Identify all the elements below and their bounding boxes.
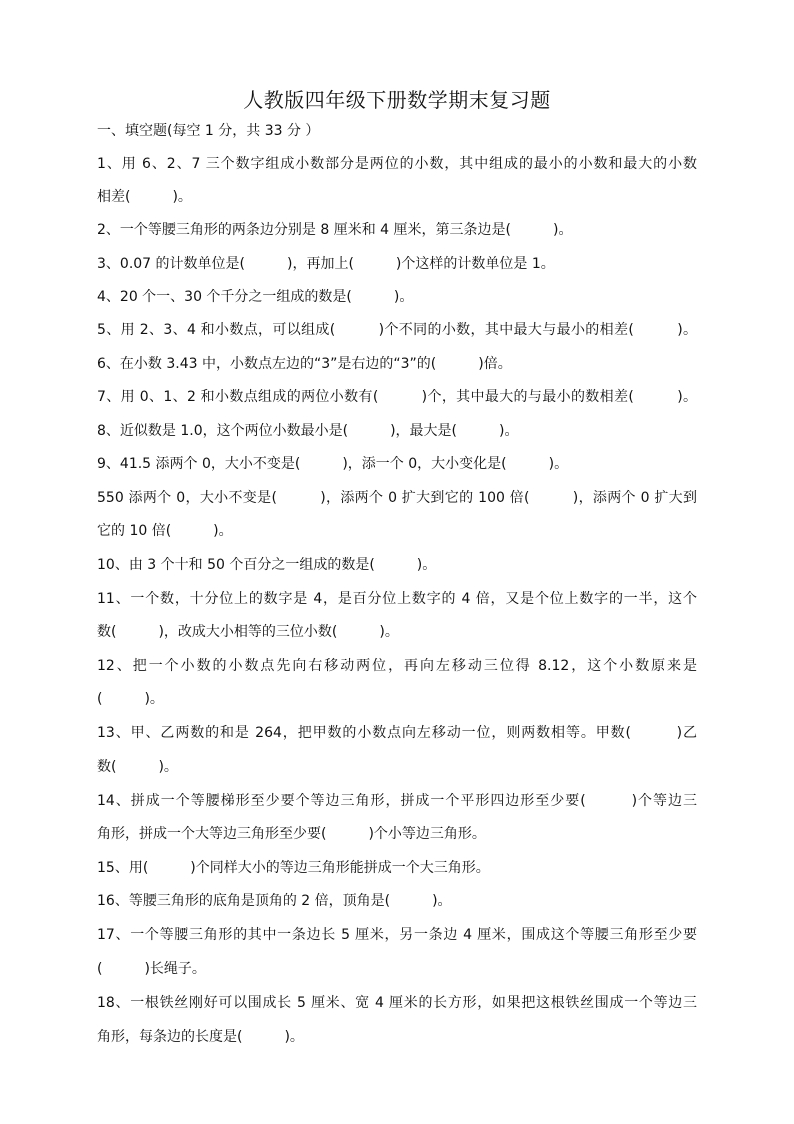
question-16-line-1: 16、等腰三角形的底角是顶角的 2 倍，顶角是( )。 (97, 893, 452, 909)
question-10-line-1: 10、由 3 个十和 50 个百分之一组成的数是( )。 (97, 557, 437, 573)
question-15-line-1: 15、用( )个同样大小的等边三角形能拼成一个大三角形。 (97, 860, 490, 876)
question-13-line-2: 数( )。 (97, 759, 178, 775)
question-6-line-1: 6、在小数 3.43 中，小数点左边的“3”是右边的“3”的( )倍。 (97, 356, 512, 372)
question-12-line-2: ( )。 (97, 691, 164, 707)
question-1-line-2: 相差( )。 (97, 189, 192, 205)
question-9-line-3: 它的 10 倍( )。 (97, 523, 233, 539)
question-1-line-1: 1、用 6、2、7 三个数字组成小数部分是两位的小数，其中组成的最小的小数和最大的小数 (97, 156, 697, 172)
question-3-line-1: 3、0.07 的计数单位是( )，再加上( )个这样的计数单位是 1。 (97, 256, 555, 272)
question-8-line-1: 8、近似数是 1.0，这个两位小数最小是( )，最大是( )。 (97, 423, 519, 439)
page-title: 人教版四年级下册数学期末复习题 (243, 88, 551, 112)
question-11-line-2: 数( )，改成大小相等的三位小数( )。 (97, 624, 399, 640)
question-2-line-1: 2、一个等腰三角形的两条边分别是 8 厘米和 4 厘米，第三条边是( )。 (97, 222, 573, 238)
section-heading: 一、填空题(每空 1 分，共 33 分 ） (97, 123, 320, 139)
question-11-line-1: 11、一个数，十分位上的数字是 4，是百分位上数字的 4 倍，又是个位上数字的一半，这个 (97, 591, 697, 607)
question-12-line-1: 12、把一个小数的小数点先向右移动两位，再向左移动三位得 8.12，这个小数原来是 (97, 658, 697, 674)
question-18-line-1: 18、一根铁丝刚好可以围成长 5 厘米、宽 4 厘米的长方形，如果把这根铁丝围成一个等边三 (97, 995, 697, 1011)
question-17-line-2: ( )长绳子。 (97, 961, 206, 977)
question-18-line-2: 角形，每条边的长度是( )。 (97, 1029, 304, 1045)
question-9-line-2: 550 添两个 0，大小不变是( )，添两个 0 扩大到它的 100 倍( )，添两个 0 扩大到 (97, 490, 697, 506)
question-5-line-1: 5、用 2、3、4 和小数点，可以组成( )个不同的小数，其中最大与最小的相差( )。 (97, 322, 697, 338)
question-13-line-1: 13、甲、乙两数的和是 264，把甲数的小数点向左移动一位，则两数相等。甲数( )乙 (97, 725, 697, 741)
question-9-line-1: 9、41.5 添两个 0，大小不变是( )，添一个 0，大小变化是( )。 (97, 456, 569, 472)
question-4-line-1: 4、20 个一、30 个千分之一组成的数是( )。 (97, 289, 414, 305)
question-17-line-1: 17、一个等腰三角形的其中一条边长 5 厘米，另一条边 4 厘米，围成这个等腰三角形至少要 (97, 927, 697, 943)
question-14-line-1: 14、拼成一个等腰梯形至少要个等边三角形，拼成一个平形四边形至少要( )个等边三 (97, 793, 697, 809)
question-14-line-2: 角形，拼成一个大等边三角形至少要( )个小等边三角形。 (97, 826, 486, 842)
question-7-line-1: 7、用 0、1、2 和小数点组成的两位小数有( )个，其中最大的与最小的数相差( )。 (97, 389, 697, 405)
